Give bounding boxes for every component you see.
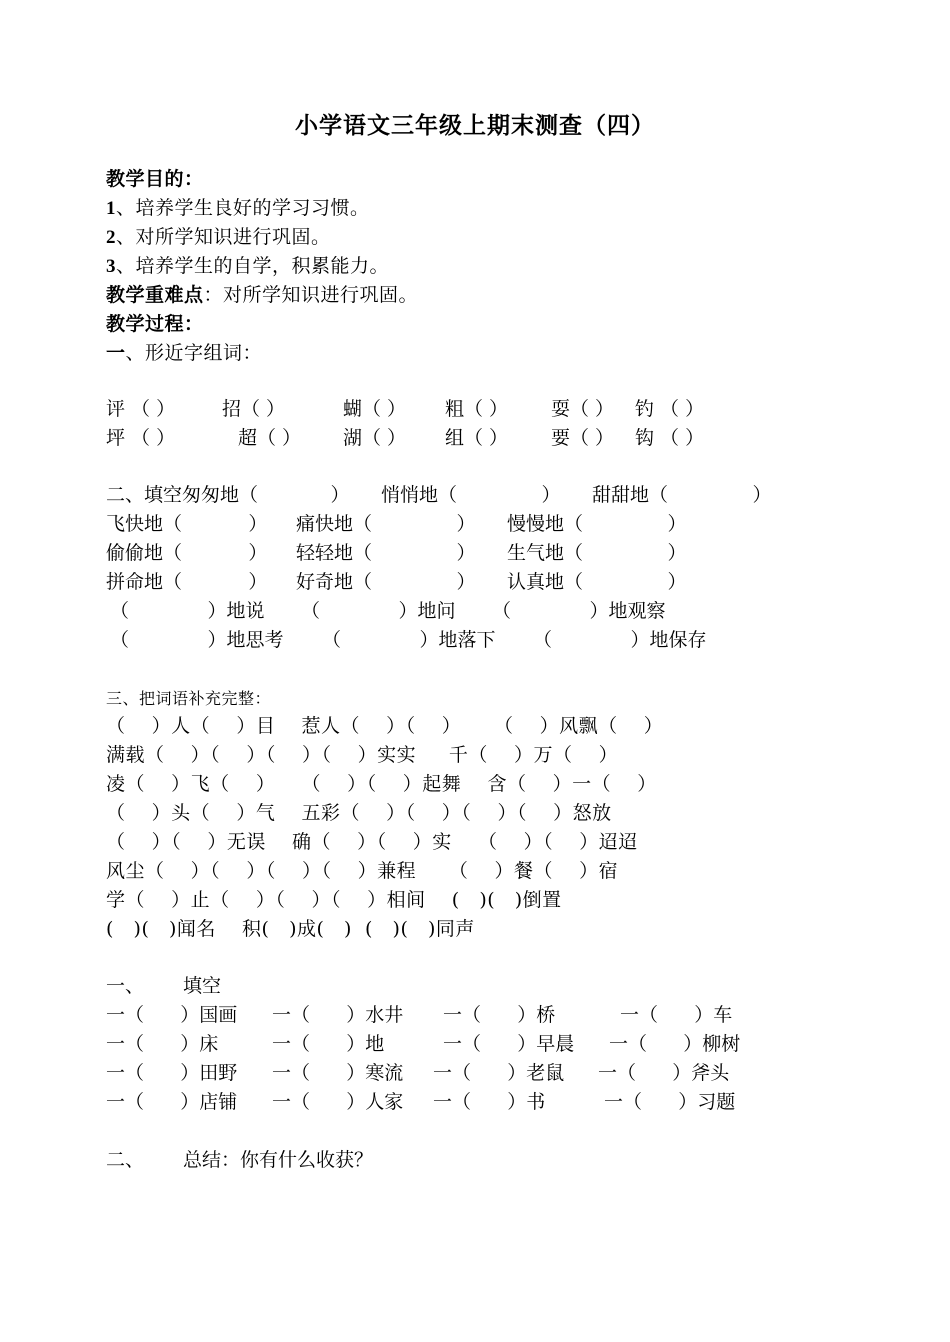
word-cell: 要（ ） bbox=[551, 427, 615, 449]
fill-cell: 生气地（ ） bbox=[507, 542, 687, 564]
measure-cell: 一（ ）地 bbox=[272, 1033, 385, 1055]
idiom-line: 学（ ）止（ ）（ ）（ ）相间 ( )( )倒置 bbox=[106, 889, 562, 911]
section4-heading-number: 一、 bbox=[106, 975, 145, 997]
page-title: 小学语文三年级上期末测查（四） bbox=[295, 113, 655, 139]
word-cell: 蝴（ ） bbox=[343, 398, 407, 420]
section1-heading: 一、形近字组词： bbox=[106, 342, 263, 364]
fill-cell: （ ）地说 bbox=[110, 600, 265, 622]
fill-cell: 好奇地（ ） bbox=[296, 571, 476, 593]
word-cell: 坪 （ ） bbox=[106, 427, 176, 449]
measure-cell: 一（ ）国画 bbox=[106, 1004, 238, 1026]
word-cell: 粗（ ） bbox=[445, 398, 509, 420]
fill-cell: 认真地（ ） bbox=[507, 571, 687, 593]
fill-cell: （ ）地观察 bbox=[492, 600, 666, 622]
fill-cell: 轻轻地（ ） bbox=[296, 542, 476, 564]
fill-cell: 拼命地（ ） bbox=[106, 571, 268, 593]
fill-cell: 偷偷地（ ） bbox=[106, 542, 268, 564]
idiom-line: （ ）人（ ）目 惹人（ ）（ ） （ ）风飘（ ） bbox=[106, 715, 664, 737]
measure-cell: 一（ ）习题 bbox=[604, 1091, 736, 1113]
idiom-line: 风尘（ ）（ ）（ ）（ ）兼程 （ ）餐（ ）宿 bbox=[106, 860, 619, 882]
process-heading: 教学过程： bbox=[106, 313, 204, 335]
objectives-heading: 教学目的： bbox=[106, 168, 204, 190]
measure-cell: 一（ ）人家 bbox=[272, 1091, 404, 1113]
measure-cell: 一（ ）床 bbox=[106, 1033, 219, 1055]
idiom-line: 凌（ ）飞（ ） （ ）（ ）起舞 含（ ）一（ ） bbox=[106, 773, 657, 795]
measure-cell: 一（ ）田野 bbox=[106, 1062, 238, 1084]
measure-cell: 一（ ）桥 bbox=[443, 1004, 556, 1026]
measure-cell: 一（ ）店铺 bbox=[106, 1091, 238, 1113]
fill-cell: 二、填空匆匆地（ ） bbox=[106, 484, 350, 506]
fill-cell: （ ）地落下 bbox=[322, 629, 496, 651]
idiom-line: （ ）头（ ）气 五彩（ ）（ ）（ ）（ ）怒放 bbox=[106, 802, 612, 824]
word-cell: 超（ ） bbox=[238, 427, 302, 449]
measure-cell: 一（ ）柳树 bbox=[609, 1033, 741, 1055]
word-cell: 招（ ） bbox=[222, 398, 286, 420]
idiom-line: 满载（ ）（ ）（ ）（ ）实实 千（ ）万（ ） bbox=[106, 744, 619, 766]
fill-cell: 慢慢地（ ） bbox=[507, 513, 687, 535]
measure-cell: 一（ ）早晨 bbox=[443, 1033, 575, 1055]
word-cell: 组（ ） bbox=[445, 427, 509, 449]
objective-item-1: 1、培养学生良好的学习习惯。 bbox=[106, 197, 370, 219]
fill-cell: （ ）地思考 bbox=[110, 629, 284, 651]
measure-cell: 一（ ）水井 bbox=[272, 1004, 404, 1026]
section5-heading-number: 二、 bbox=[106, 1149, 145, 1171]
key-point: 教学重难点：对所学知识进行巩固。 bbox=[106, 284, 419, 306]
fill-cell: （ ）地问 bbox=[301, 600, 456, 622]
section4-heading: 填空 bbox=[183, 975, 222, 997]
fill-cell: 甜甜地（ ） bbox=[592, 484, 772, 506]
measure-cell: 一（ ）寒流 bbox=[272, 1062, 404, 1084]
word-cell: 评 （ ） bbox=[106, 398, 176, 420]
word-cell: 耍（ ） bbox=[551, 398, 615, 420]
fill-cell: 痛快地（ ） bbox=[296, 513, 476, 535]
fill-cell: 悄悄地（ ） bbox=[381, 484, 561, 506]
fill-cell: （ ）地保存 bbox=[533, 629, 707, 651]
measure-cell: 一（ ）斧头 bbox=[598, 1062, 730, 1084]
word-cell: 钓 （ ） bbox=[635, 398, 705, 420]
fill-cell: 飞快地（ ） bbox=[106, 513, 268, 535]
measure-cell: 一（ ）书 bbox=[433, 1091, 546, 1113]
objective-item-2: 2、对所学知识进行巩固。 bbox=[106, 226, 331, 248]
idiom-line: （ ）（ ）无误 确（ ）（ ）实 （ ）（ ）迢迢 bbox=[106, 831, 638, 853]
word-cell: 钩 （ ） bbox=[635, 427, 705, 449]
measure-cell: 一（ ）车 bbox=[620, 1004, 733, 1026]
word-cell: 湖（ ） bbox=[343, 427, 407, 449]
section3-heading: 三、把词语补充完整： bbox=[106, 689, 272, 708]
idiom-line: ( )( )闻名 积( )成( ) ( )( )同声 bbox=[106, 918, 475, 940]
objective-item-3: 3、培养学生的自学，积累能力。 bbox=[106, 255, 390, 277]
measure-cell: 一（ ）老鼠 bbox=[433, 1062, 565, 1084]
section5-heading: 总结：你有什么收获？ bbox=[183, 1149, 374, 1171]
